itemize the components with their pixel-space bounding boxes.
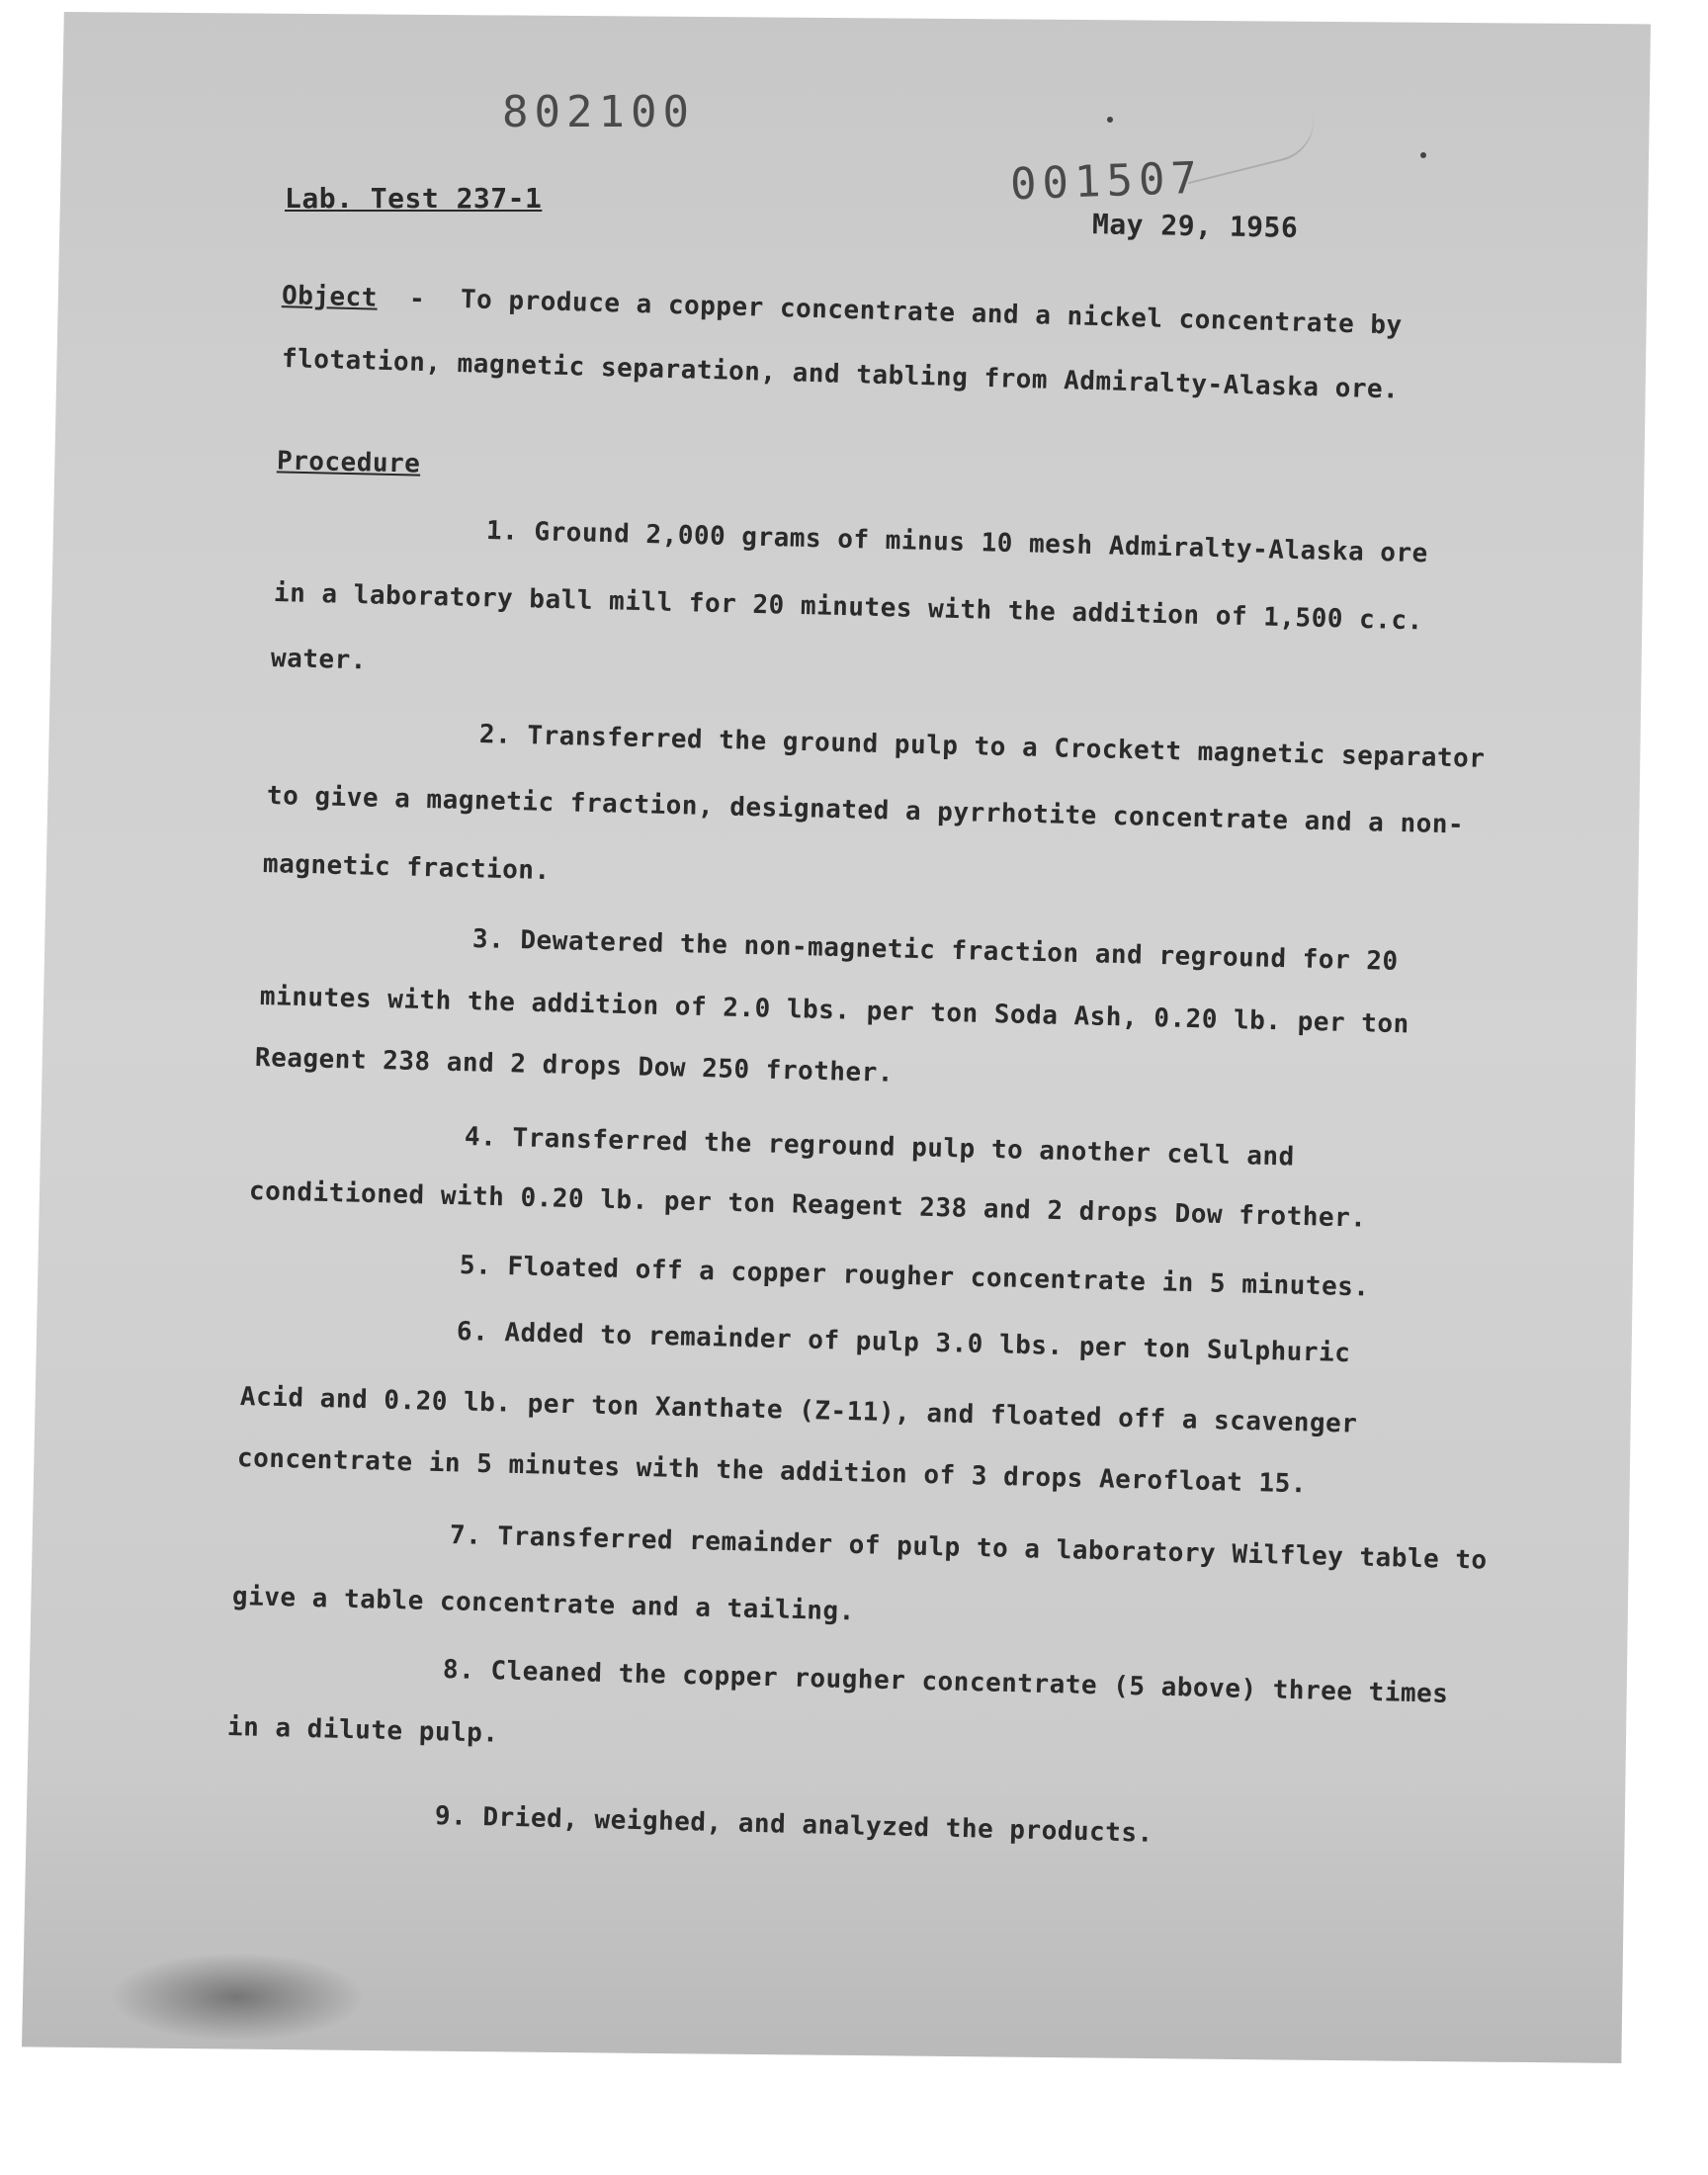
- object-line-2: flotation, magnetic separation, and tabling from Admiralty-Alaska ore.: [281, 344, 1400, 405]
- step-1-line-3: water.: [270, 644, 368, 676]
- step-7-line-2: give a table concentrate and a tailing.: [231, 1582, 856, 1627]
- step-3-line-1: 3. Dewatered the non-magnetic fraction and reground for 20: [471, 924, 1399, 977]
- step-6-line-2: Acid and 0.20 lb. per ton Xanthate (Z-11), and floated off a scavenger: [239, 1382, 1358, 1439]
- step-4-line-2: conditioned with 0.20 lb. per ton Reagent 238 and 2 drops Dow frother.: [248, 1176, 1367, 1234]
- object-label: [282, 281, 426, 314]
- step-9-line-1: 9. Dried, weighed, and analyzed the products.: [434, 1801, 1154, 1849]
- procedure-heading: Procedure: [276, 446, 421, 479]
- step-3-line-2: minutes with the addition of 2.0 lbs. per ton Soda Ash, 0.20 lb. per ton: [259, 982, 1410, 1040]
- speck: [1107, 117, 1113, 123]
- step-5-line-1: 5. Floated off a copper rougher concentrate in 5 minutes.: [459, 1251, 1370, 1303]
- step-1-line-2: in a laboratory ball mill for 20 minutes with the addition of 1,500 c.c.: [273, 578, 1424, 637]
- step-3-line-3: Reagent 238 and 2 drops Dow 250 frother.: [254, 1043, 895, 1088]
- document-date: May 29, 1956: [1091, 208, 1299, 244]
- step-6-line-1: 6. Added to remainder of pulp 3.0 lbs. per ton Sulphuric: [456, 1317, 1351, 1369]
- object-dash: -: [408, 284, 426, 314]
- stamp-document-number: 001507: [1009, 152, 1204, 211]
- stamp-top-number: 802100: [502, 87, 695, 137]
- step-7-line-1: 7. Transferred remainder of pulp to a laboratory Wilfley table to: [449, 1521, 1489, 1576]
- step-6-line-3: concentrate in 5 minutes with the addition of 3 drops Aerofloat 15.: [236, 1443, 1308, 1500]
- object-line-1: To produce a copper concentrate and a nickel concentrate by: [460, 285, 1404, 341]
- step-4-line-1: 4. Transferred the reground pulp to another cell and: [464, 1122, 1296, 1173]
- step-8-line-1: 8. Cleaned the copper rougher concentrate (5 above) three times: [442, 1655, 1449, 1709]
- speck: [1420, 152, 1426, 158]
- step-2-line-1: 2. Transferred the ground pulp to a Crockett magnetic separator: [478, 720, 1486, 774]
- step-8-line-2: in a dilute pulp.: [226, 1712, 499, 1749]
- step-2-line-3: magnetic fraction.: [262, 849, 552, 887]
- step-2-line-2: to give a magnetic fraction, designated a pyrrhotite concentrate and a non-: [266, 781, 1465, 840]
- lab-test-label: Lab. Test 237-1: [285, 182, 543, 215]
- object-heading: Object: [281, 281, 379, 313]
- scan-shadow: [109, 1953, 366, 2042]
- step-1-line-1: 1. Ground 2,000 grams of minus 10 mesh Admiralty-Alaska ore: [485, 516, 1429, 569]
